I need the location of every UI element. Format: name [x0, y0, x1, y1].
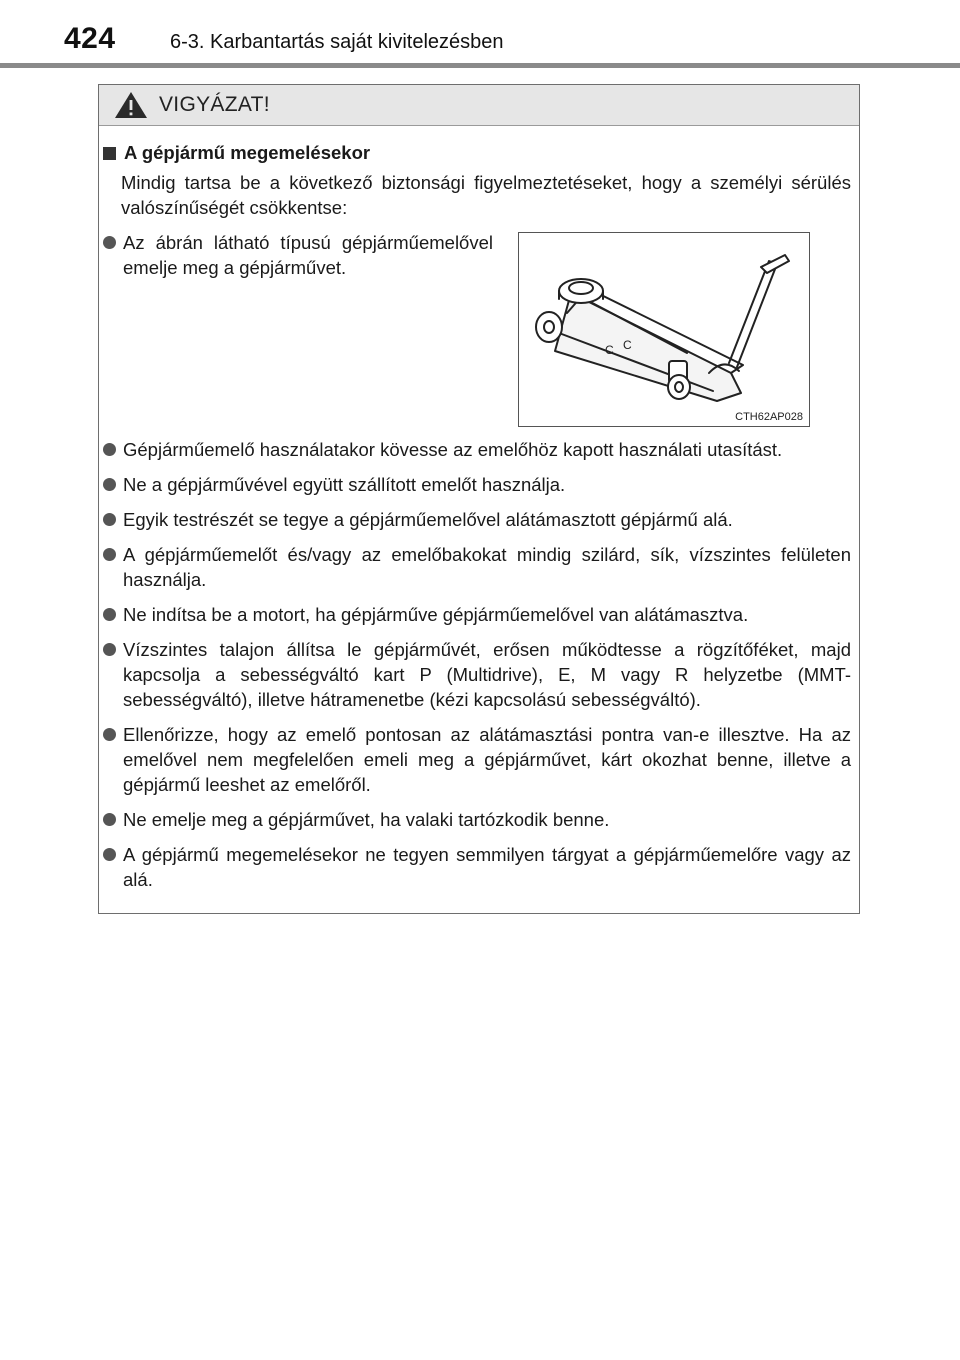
- figure-caption: CTH62AP028: [735, 411, 803, 423]
- list-item: [103, 472, 851, 497]
- item-text: Gépjárműemelő használatakor kövesse az emelőhöz kapott használati utasítást.: [123, 439, 783, 460]
- list-item: [103, 722, 851, 797]
- warning-title: VIGYÁZAT!: [159, 93, 270, 116]
- warning-header: [99, 85, 859, 126]
- bullet-icon: [103, 722, 123, 797]
- bullet-icon: [103, 807, 123, 832]
- heading-text: A gépjármű megemelésekor: [124, 142, 371, 163]
- floor-jack-illustration: [519, 233, 809, 426]
- warning-content: [99, 126, 859, 892]
- header-rule: [0, 63, 960, 68]
- list-item: [103, 542, 851, 592]
- list-item: [103, 230, 513, 427]
- bullet-icon: [103, 542, 123, 592]
- bullet-icon: [103, 472, 123, 497]
- row-with-figure: [103, 230, 851, 427]
- list-item: [103, 507, 851, 532]
- bullet-icon: [103, 437, 123, 462]
- item-text: Ne indítsa be a motort, ha gépjárműve gépjárműemelővel van alátámasztva.: [123, 604, 749, 625]
- item-text: A gépjármű megemelésekor ne tegyen semmilyen tárgyat a gépjárműemelőre vagy az alá.: [123, 844, 851, 890]
- bullet-icon: [103, 230, 123, 427]
- bullet-icon: [103, 507, 123, 532]
- list-item: [103, 807, 851, 832]
- item-text: Az ábrán látható típusú gépjárműemelővel emelje meg a gépjárművet.: [123, 232, 493, 278]
- list-item: [103, 437, 851, 462]
- warning-box: [98, 84, 860, 914]
- list-item: [103, 842, 851, 892]
- section-title: 6-3. Karbantartás saját kivitelezésben: [170, 31, 504, 53]
- square-bullet-icon: [103, 147, 116, 160]
- figure-label-c: C: [605, 343, 614, 357]
- page-number: 424: [64, 22, 116, 55]
- list-item: [103, 602, 851, 627]
- bullet-icon: [103, 637, 123, 712]
- item-text: A gépjárműemelőt és/vagy az emelőbakokat mindig szilárd, sík, vízszintes felületen használja.: [123, 544, 851, 590]
- item-text: Egyik testrészét se tegye a gépjárműemelővel alátámasztott gépjármű alá.: [123, 509, 733, 530]
- warning-intro: Mindig tartsa be a következő biztonsági figyelmeztetéseket, hogy a személyi sérülés valószínűségét csökkentse:: [121, 172, 851, 218]
- item-text: Ellenőrizze, hogy az emelő pontosan az alátámasztási pontra van-e illesztve. Ha az emelővel nem megfelelően emeli meg a gépjárművet, kárt okozhat benne, illetve a gépjármű leeshet az emelőről.: [123, 724, 851, 795]
- bullet-icon: [103, 842, 123, 892]
- item-text: Ne emelje meg a gépjárművet, ha valaki tartózkodik benne.: [123, 809, 610, 830]
- item-text: Vízszintes talajon állítsa le gépjárművét, erősen működtesse a rögzítőféket, majd kapcsolja a sebességváltó kart P (Multidrive), E, M vagy R helyzetbe (MMT-sebességváltó), illetve hátramenetbe (kézi kapcsolású sebességváltó).: [123, 639, 851, 710]
- warning-triangle-icon: [113, 90, 149, 120]
- item-text: Ne a gépjárművével együtt szállított emelőt használja.: [123, 474, 566, 495]
- bullet-icon: [103, 602, 123, 627]
- warning-heading: [103, 142, 851, 164]
- list-item: [103, 637, 851, 712]
- figure-label-c: C: [623, 338, 632, 352]
- jack-figure: [518, 232, 810, 427]
